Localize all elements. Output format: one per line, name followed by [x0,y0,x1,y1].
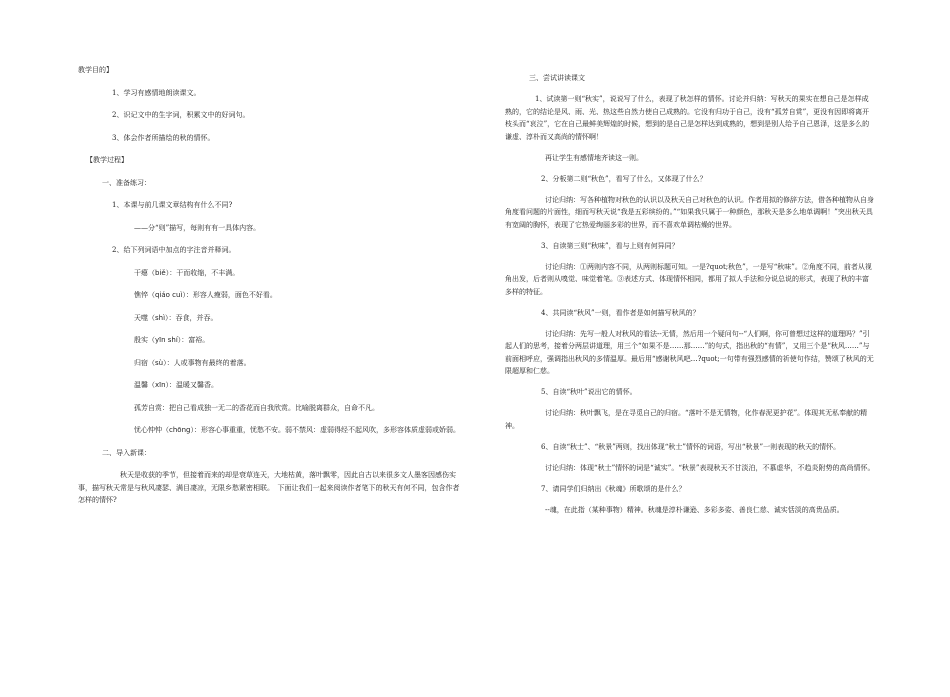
paragraph-1b: 再让学生有感情地齐读这一则。 [545,153,643,162]
pinyin: yīn shí [155,336,178,344]
right-column [505,64,875,516]
vocab-item: 归宿（sù）：人或事物有最终的着落。 [134,358,251,367]
item-5-discussion: 讨论归纳：秋叶飘飞，是在寻觅自己的归宿。“落叶不是无情物，化作春泥更护花”。体现其无私奉献的精神。 [505,409,868,430]
pinyin: sù [155,358,164,367]
vocab-item: 天噬（shì）：吞食，并吞。 [134,313,218,322]
pinyin: biě [155,268,166,277]
pinyin: xīn [155,381,166,389]
item-6-heading: 6、自读“秋士”、“秋景”两则，找出体现“秋士”情怀的词语，写出“秋景”一则表现的秋天的情怀。 [541,442,841,451]
section-1-title: 一、准备练习： [102,178,151,187]
pinyin: qiáo cuì [155,291,183,299]
item-4-discussion: 讨论归纳：先写一般人对秋风的看法--无情，然后用一个疑问句--“人们啊，你可曾想过这样的道理吗？”引起人们的思考，接着分两层讲道理，用三个“如果不是……那……”的句式，指出秋的“有情”，又用三个是“秋风……”与前面相呼应，强调指出秋风的多情温厚。最后用“感谢秋风吧…?quot;一句带有强烈感情的祈使句作结，赞颂了秋风的无限超厚和仁慈。 [505,329,874,375]
section-3-title: 三、尝试讲读课文 [529,74,585,82]
idiom-2: 忧心忡忡（chōng）：形容心事重重，忧愁不安。弱不禁风：虚弱得经不起风吹，多形容体质虚弱或娇弱。 [134,426,460,434]
item-3-discussion: 讨论归纳：①两则内容不同，从两则标题可知。一是?quot;秋色”，一是写“秋味”。②角度不同，前者从视角出发，后者则从嗅觉、味觉着笔。③表述方式、体现情怀相同，都用了拟人手法和分说总说的形式，表现了秋的丰富多样的特征。 [505,262,872,296]
vocab-item: 温馨（xīn）：温暖又馨香。 [134,381,219,389]
item-6-discussion: 讨论归纳：体现“秋士”情怀的词是“诚实”。“秋景”表现秋天不甘淡泊，不慕虚华，不趋炎附势的高尚情怀。 [545,463,875,472]
teaching-goal-heading: 教学目的】 [78,66,113,74]
item-4-heading: 4、共同读“秋风”一则，看作者是如何描写秋风的？ [541,308,700,317]
vocab-item: 憔悴（qiáo cuì）：形容人瘦弱，面色不好看。 [134,291,277,299]
pinyin: shì [155,313,166,322]
question-1-answer: ——分“则”描写，每则有有一具体内容。 [134,223,261,232]
intro-paragraph: 秋天是收获的季节，但接着而来的却是衰草连天，大地枯黄，落叶飘零，因此自古以来很多文人墨客因感伤实事，描写秋天常是与秋风凄瑟、满目凄凉，无限乡愁紧密相联。 下面让我们一起来阅读作者笔下的秋天有何不同，包含作者怎样的情怀? [78,471,460,504]
item-7-answer: --魂，在此指（某种事物）精神。秋魂是淳朴谦逊、多彩多姿、善良仁慈、诚实恬淡的高贵品质。 [545,505,844,514]
item-2-discussion: 讨论归纳：写各种植物对秋色的认识以及秋天自己对秋色的认识。作者用拟的修辞方法，借各种植物从自身角度看问题的片面性，细而写秋天说“我是五彩缤纷的。”“如果我只属于一种颜色，那秋天是多么地单调啊！”突出秋天具有宽阔的胸怀，表现了它热爱绚丽多彩的世界，而不喜欢单调枯燥的世界。 [505,195,874,229]
section-2-title: 二、导入新课： [102,448,151,457]
item-3-heading: 3、自读第三则“秋味”，看与上则有何异同？ [541,241,679,250]
question-1: 1、本课与前几课文章结构有什么不同? [112,201,233,209]
goal-item-3: 3、体会作者所描绘的秋的情怀。 [112,133,215,142]
teaching-process-heading: 【教学过程】 [86,156,128,164]
vocab-item: 殷实（yīn shí）：富裕。 [134,336,210,344]
item-5-heading: 5、自读“秋叶”说出它的情怀。 [541,388,637,396]
left-column [78,64,464,507]
vocab-item: 干瘪（biě）：干而收缩，不丰满。 [134,268,240,277]
item-2-heading: 2、分板第二则“秋色”，看写了什么，又体现了什么？ [541,174,707,183]
item-7-heading: 7、请同学们归纳出《秋魂》所歌颂的是什么？ [541,484,686,493]
goal-item-2: 2、识记文中的生字词，积累文中的好词句。 [112,111,250,119]
pinyin: chōng [169,426,191,434]
goal-item-1: 1、学习有感情地朗读课文。 [112,88,201,97]
idiom-1: 孤芳自赏：把自己看成独一无二的香花而自我欣赏。比喻脱离群众，自命不凡。 [134,403,379,412]
paragraph-1: 1、试读第一则“秋实”，说说写了什么，表现了秋怎样的情怀。讨论并归纳：写秋天的果实在想自己是怎样成熟的，它的结论是风、雨、光、热这些自然力使自己成熟的。它没有归功于自己，没有“孤芳自赏”，更没有因即将离开枝头而“哀泣”，它在自己最鲜美辉煌的时候，想到的是自己是怎样达到成熟的，想到是别人给予自己恩泽，这是多么的谦虚、淳朴而又高尚的情怀啊！ [505,95,870,141]
question-2: 2、给下列词语中加点的字注音并释词。 [112,246,236,254]
